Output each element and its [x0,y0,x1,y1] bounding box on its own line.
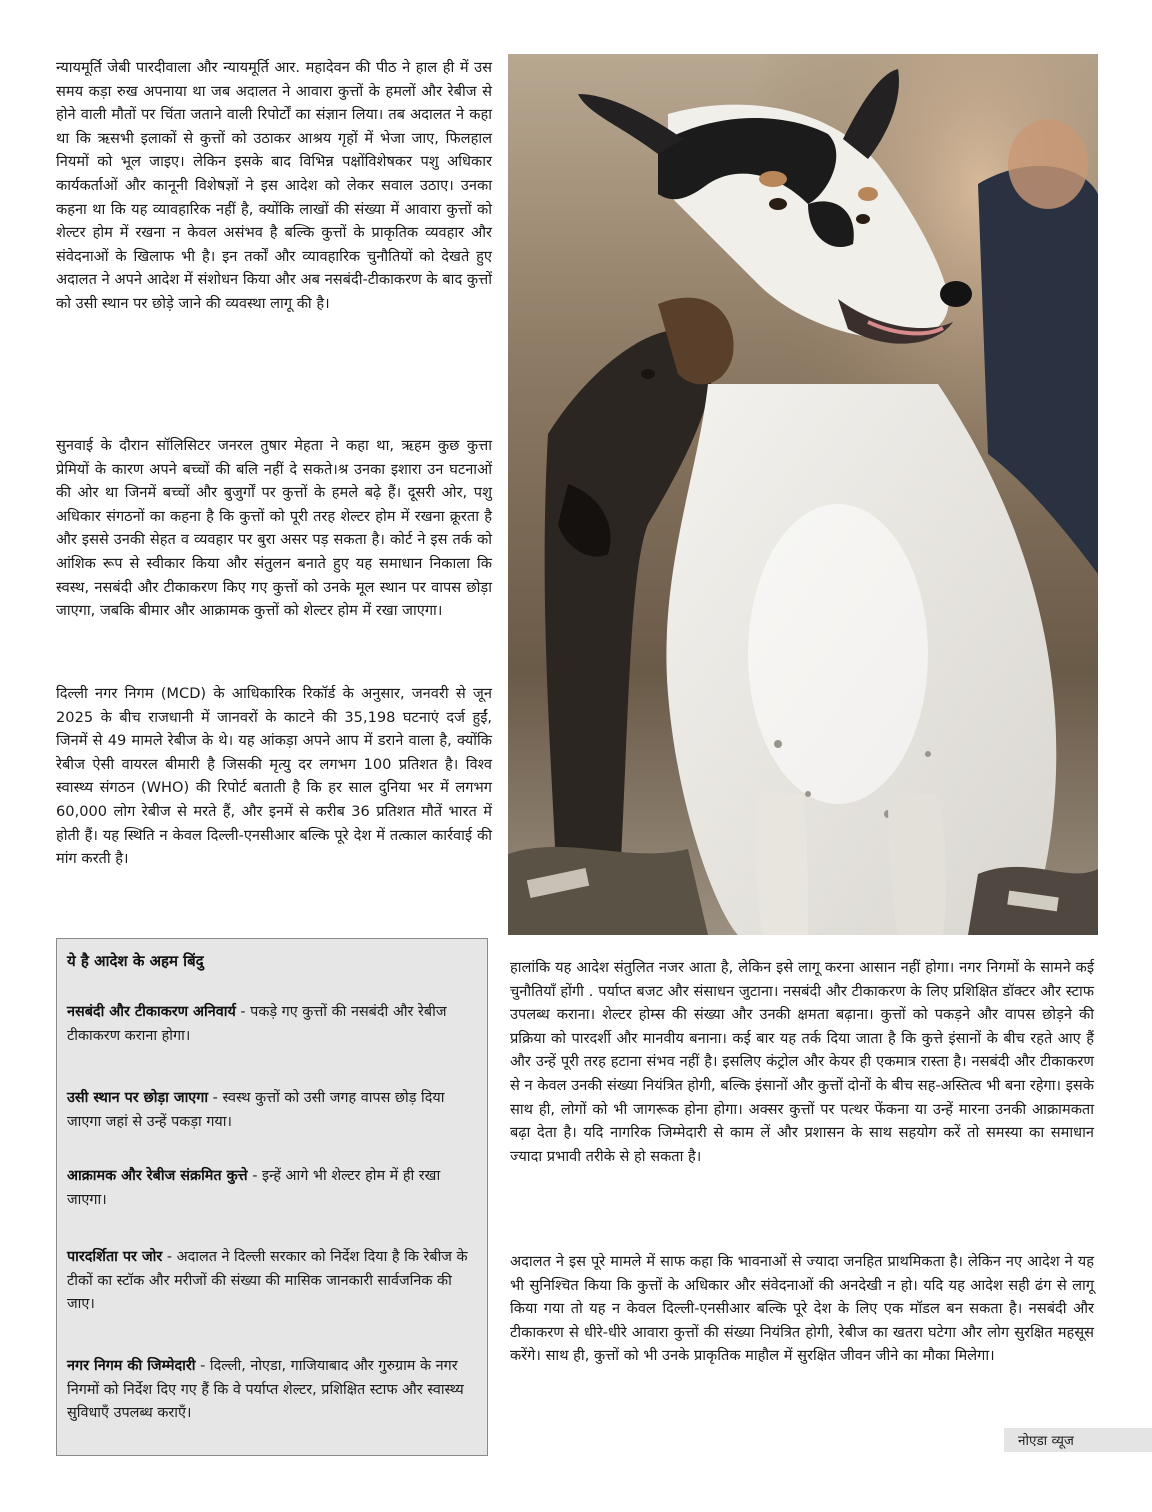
point-text: - स्वस्थ कुत्तों को उसी जगह वापस छोड़ दिया जाएगा जहां से उन्हें पकड़ा गया। [67,1090,445,1130]
key-points-sidebar [56,938,488,1456]
point-heading: आक्रामक और रेबीज संक्रमित कुत्ते [67,1168,248,1184]
publication-name: नोएडा व्यूज [1018,1433,1074,1449]
point-heading: पारदर्शिता पर जोर [67,1249,163,1265]
article-paragraph-2: सुनवाई के दौरान सॉलिसिटर जनरल तुषार मेहता ने कहा था, ऋहम कुछ कुत्ता प्रेमियों के कारण अपने बच्चों की बलि नहीं दे सकते।श्र उनका इशारा उन घटनाओं की ओर था जिनमें बच्चों और बुजुर्गों पर कुत्तों के हमले बढ़े हैं। दूसरी ओर, पशु अधिकार संगठनों का कहना है कि कुत्तों को पूरी तरह शेल्टर होम में रखना क्रूरता है और इससे उनकी सेहत व व्यवहार पर बुरा असर पड़ सकता है। कोर्ट ने इस तर्क को आंशिक रूप से स्वीकार किया और संतुलन बनाते हुए यह समाधान निकाला कि स्वस्थ, नसबंदी और टीकाकरण किए गए कुत्तों को उनके मूल स्थान पर वापस छोड़ा जाएगा, जबकि बीमार और आक्रामक कुत्तों को शेल्टर होम में रखा जाएगा। [56,437,492,620]
article-paragraph-4: हालांकि यह आदेश संतुलित नजर आता है, लेकिन इसे लागू करना आसान नहीं होगा। नगर निगमों के सामने कई चुनौतियाँ होंगी . पर्याप्त बजट और संसाधन जुटाना। नसबंदी और टीकाकरण के लिए प्रशिक्षित डॉक्टर और स्टाफ उपलब्ध कराना। शेल्टर होम्स की संख्या और उनकी क्षमता बढ़ाना। कुत्तों को पकड़ने और वापस छोड़ने की प्रक्रिया को पारदर्शी और मानवीय बनाना। कई बार यह तर्क दिया जाता है कि कुत्ते इंसानों के बीच रहते आए हैं और उन्हें पूरी तरह हटाना संभव नहीं है। इसलिए कंट्रोल और केयर ही एकमात्र रास्ता है। नसबंदी और टीकाकरण से न केवल उनकी संख्या नियंत्रित होगी, बल्कि इंसानों और कुत्तों दोनों के बीच सह-अस्तित्व भी बना रहेगा। इसके साथ ही, लोगों को भी जागरूक होना होगा। अक्सर कुत्तों पर पत्थर फेंकना या उन्हें मारना उनकी आक्रामकता बढ़ा देता है। यदि नागरिक जिम्मेदारी से काम लें और प्रशासन के साथ सहयोग करें तो समस्या का समाधान ज्यादा प्रभावी तरीके से हो सकता है। [510,959,1094,1165]
point-heading: नसबंदी और टीकाकरण अनिवार्य [67,1004,236,1020]
article-paragraph-1: न्यायमूर्ति जेबी पारदीवाला और न्यायमूर्ति आर. महादेवन की पीठ ने हाल ही में उस समय कड़ा रुख अपनाया था जब अदालत ने आवारा कुत्तों के हमलों और रेबीज से होने वाली मौतों पर चिंता जताने वाली रिपोर्टों का संज्ञान लिया। तब अदालत ने कहा था कि ऋसभी इलाकों से कुत्तों को उठाकर आश्रय गृहों में भेजा जाए, फिलहाल नियमों को भूल जाइए। लेकिन इसके बाद विभिन्न पक्षोंविशेषकर पशु अधिकार कार्यकर्ताओं और कानूनी विशेषज्ञों ने इस आदेश को लेकर सवाल उठाए। उनका कहना था कि यह व्यावहारिक नहीं है, क्योंकि लाखों की संख्या में आवारा कुत्तों को शेल्टर होम में रखना न केवल असंभव है बल्कि कुत्तों के प्राकृतिक व्यवहार और संवेदनाओं के खिलाफ भी है। इन तर्कों और व्यावहारिक चुनौतियों को देखते हुए अदालत ने अपने आदेश में संशोधन किया और अब नसबंदी-टीकाकरण के बाद कुत्तों को उसी स्थान पर छोड़े जाने की व्यवस्था लागू की है। [56,59,492,312]
publication-footer [1004,1428,1152,1452]
stray-dogs-photo [508,54,1098,935]
point-text: - अदालत ने दिल्ली सरकार को निर्देश दिया है कि रेबीज के टीकों का स्टॉक और मरीजों की संख्या की मासिक जानकारी सार्वजनिक की जाए। [67,1249,468,1313]
point-text: - इन्हें आगे भी शेल्टर होम में ही रखा जाएगा। [67,1168,441,1208]
sidebar-point [67,1246,477,1317]
point-heading: नगर निगम की जिम्मेदारी [67,1358,196,1374]
sidebar-point [67,1087,477,1134]
point-text: - दिल्ली, नोएडा, गाजियाबाद और गुरुग्राम के नगर निगमों को निर्देश दिए गए हैं कि वे पर्याप्त शेल्टर, प्रशिक्षित स्टाफ और स्वास्थ्य सुविधाएँ उपलब्ध कराएँ। [67,1358,464,1422]
article-paragraph-5: अदालत ने इस पूरे मामले में साफ कहा कि भावनाओं से ज्यादा जनहित प्राथमिकता है। लेकिन नए आदेश ने यह भी सुनिश्चित किया कि कुत्तों के अधिकार और संवेदनाओं की अनदेखी न हो। यदि यह आदेश सही ढंग से लागू किया गया तो यह न केवल दिल्ली-एनसीआर बल्कि पूरे देश के लिए एक मॉडल बन सकता है। नसबंदी और टीकाकरण से धीरे-धीरे आवारा कुत्तों की संख्या नियंत्रित होगी, रेबीज का खतरा घटेगा और लोग सुरक्षित महसूस करेंगे। साथ ही, कुत्तों को भी उनके प्राकृतिक माहौल में सुरक्षित जीवन जीने का मौका मिलेगा। [510,1253,1094,1365]
sidebar-point [67,1001,477,1048]
point-text: - पकड़े गए कुत्तों की नसबंदी और रेबीज टीकाकरण कराना होगा। [67,1004,447,1044]
sidebar-point [67,1355,477,1426]
point-heading: उसी स्थान पर छोड़ा जाएगा [67,1090,209,1106]
sidebar-point [67,1165,477,1212]
sidebar-title: ये है आदेश के अहम बिंदु [67,952,204,970]
article-paragraph-3: दिल्ली नगर निगम (MCD) के आधिकारिक रिकॉर्ड के अनुसार, जनवरी से जून 2025 के बीच राजधानी में जानवरों के काटने की 35,198 घटनाएं दर्ज हुईं, जिनमें से 49 मामले रेबीज के थे। यह आंकड़ा अपने आप में डराने वाला है, क्योंकि रेबीज ऐसी वायरल बीमारी है जिसकी मृत्यु दर लगभग 100 प्रतिशत है। विश्व स्वास्थ्य संगठन (WHO) की रिपोर्ट बताती है कि हर साल दुनिया भर में लगभग 60,000 लोग रेबीज से मरते हैं, और इनमें से करीब 36 प्रतिशत मौतें भारत में होती हैं। यह स्थिति न केवल दिल्ली-एनसीआर बल्कि पूरे देश में तत्काल कार्रवाई की मांग करती है। [56,685,492,868]
